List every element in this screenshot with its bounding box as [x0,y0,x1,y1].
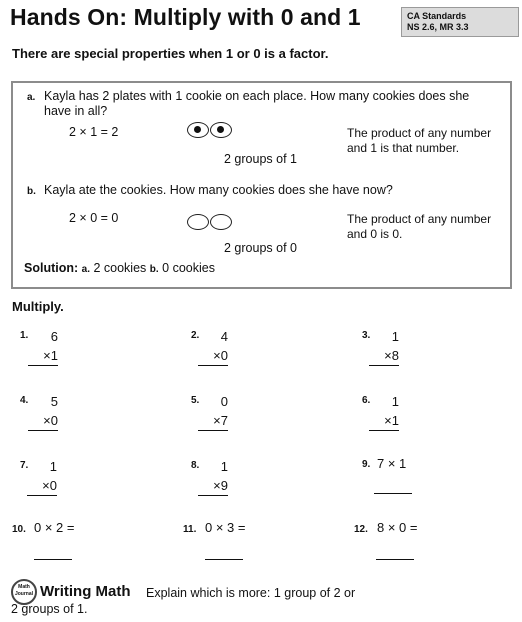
problem-number: 11. [183,524,197,535]
problem-bottom: ×1 [369,411,399,431]
problem-11-expression: 0 × 3 = [205,520,246,535]
problem-number: 9. [362,459,371,470]
problem-top: 6 [50,329,58,344]
cookie-icon [194,126,201,133]
problem-5 [198,392,228,431]
example-a-note-line2: and 1 is that number. [347,141,460,155]
standards-title: CA Standards [407,11,467,21]
problem-12-expression: 8 × 0 = [377,520,418,535]
writing-math-text-line2: 2 groups of 1. [11,602,88,616]
cookie-icon [217,126,224,133]
solution-line [24,261,215,275]
plates-with-cookies [187,122,233,140]
problem-number: 8. [191,460,200,471]
answer-line[interactable] [205,559,243,560]
problem-bottom: ×9 [198,476,228,496]
problem-top: 1 [391,394,399,409]
empty-plates [187,214,233,232]
problem-2 [198,327,228,366]
problem-9-expression: 7 × 1 [377,456,407,471]
example-a-note-line1: The product of any number [347,126,492,140]
problem-number: 7. [20,460,29,471]
problem-number: 1. [20,330,29,341]
example-b-question: Kayla ate the cookies. How many cookies does she have now? [44,183,393,197]
problem-number: 4. [20,395,29,406]
plate-icon [187,122,209,138]
problem-bottom: ×1 [28,346,58,366]
problem-top: 5 [50,394,58,409]
problem-number: 2. [191,330,200,341]
problem-number: 3. [362,330,371,341]
problem-4 [28,392,58,431]
problem-bottom: ×7 [198,411,228,431]
problem-number: 10. [12,524,26,535]
problem-1 [28,327,58,366]
page-title: Hands On: Multiply with 0 and 1 [10,4,361,30]
plate-icon [187,214,209,230]
example-b-note [347,212,491,242]
solution-label: Solution: [24,261,79,275]
answer-line[interactable] [374,493,412,494]
intro-text: There are special properties when 1 or 0 is a factor. [12,46,329,61]
example-b-caption: 2 groups of 0 [224,241,297,255]
problem-top: 1 [49,459,57,474]
standards-badge [401,7,519,37]
problem-6 [369,392,399,431]
example-b-note-line1: The product of any number [347,212,492,226]
section-heading: Multiply. [12,299,64,314]
plate-icon [210,122,232,138]
problem-bottom: ×8 [369,346,399,366]
writing-math-heading: Writing Math [40,583,131,600]
problem-number: 5. [191,395,200,406]
problem-top: 1 [220,459,228,474]
standards-codes: NS 2.6, MR 3.3 [407,22,469,32]
problem-bottom: ×0 [28,411,58,431]
example-b-label: b. [27,186,36,197]
math-journal-icon: Math Journal [11,579,37,605]
example-a-question-line1: Kayla has 2 plates with 1 cookie on each place. How many cookies does she [44,89,470,103]
solution-b-label: b. [149,264,159,275]
problem-number: 6. [362,395,371,406]
problem-7 [27,457,57,496]
example-a-question-line2: have in all? [44,104,108,118]
solution-b-text: 0 cookies [162,261,215,275]
example-a-note [347,126,491,156]
answer-line[interactable] [376,559,414,560]
problem-10-expression: 0 × 2 = [34,520,75,535]
problem-3 [369,327,399,366]
problem-number: 12. [354,524,368,535]
solution-a-label: a. [81,264,90,275]
example-b-note-line2: and 0 is 0. [347,227,403,241]
problem-top: 4 [220,329,228,344]
problem-bottom: ×0 [198,346,228,366]
writing-math-text-line1: Explain which is more: 1 group of 2 or [146,586,356,600]
problem-top: 1 [391,329,399,344]
problem-bottom: ×0 [27,476,57,496]
answer-line[interactable] [34,559,72,560]
problem-8 [198,457,228,496]
solution-a-text: 2 cookies [93,261,147,275]
example-a-caption: 2 groups of 1 [224,152,297,166]
example-a-equation: 2 × 1 = 2 [69,125,119,139]
problem-top: 0 [220,394,228,409]
example-a-label: a. [27,92,36,103]
plate-icon [210,214,232,230]
example-b-equation: 2 × 0 = 0 [69,211,119,225]
